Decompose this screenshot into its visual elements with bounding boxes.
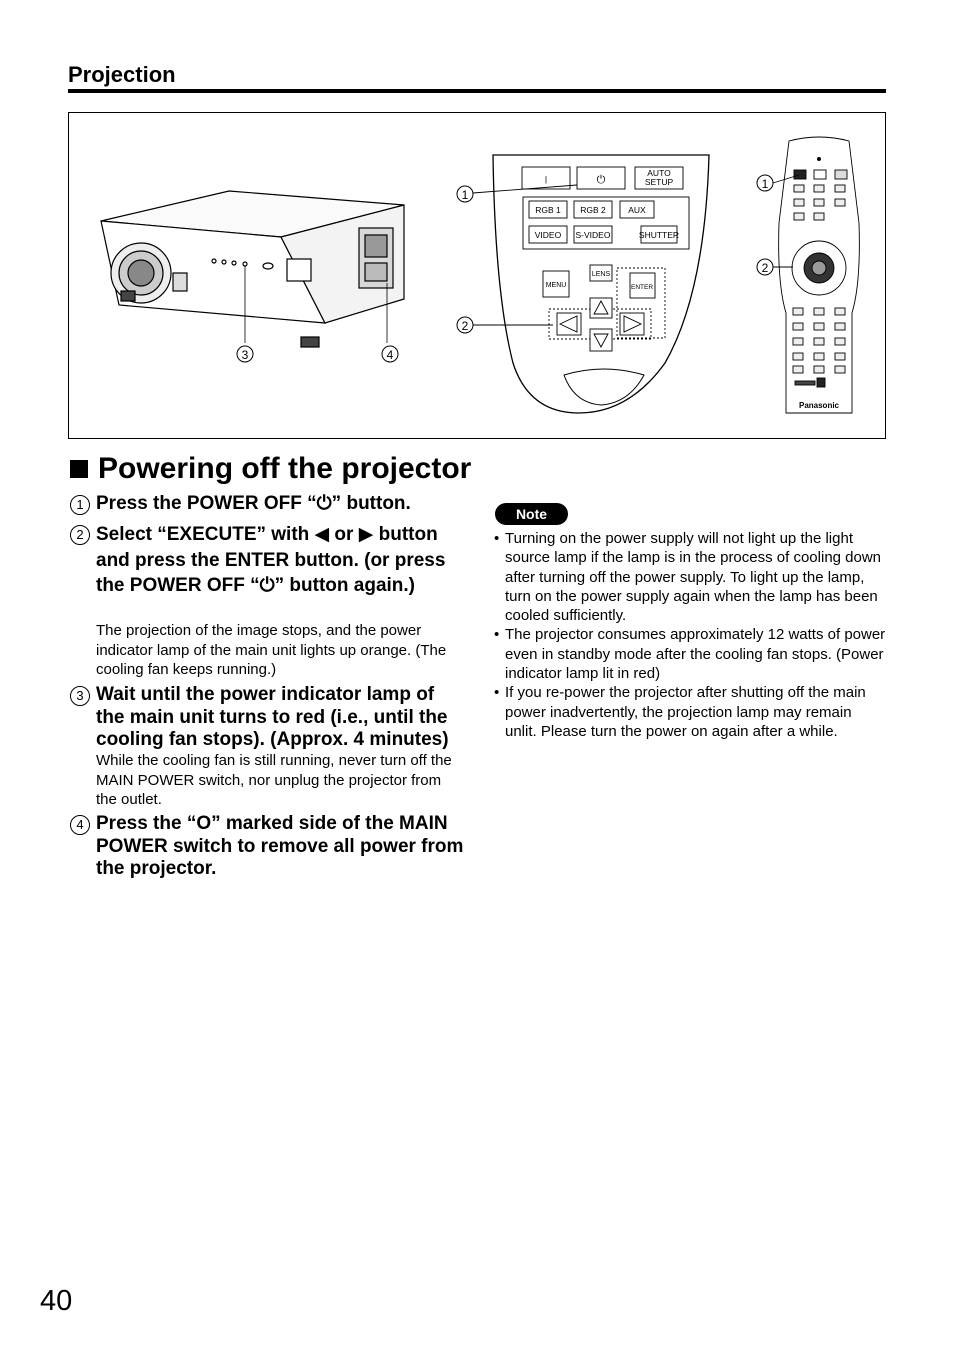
step-2-body: The projection of the image stops, and the power indicator lamp of the main unit lights up orange. (The cooling fan keeps running.) [96,622,447,678]
step-4-title: Press the “O” marked side of the MAIN POWER switch to remove all power from the projector. [96,813,464,879]
callout-2-panel [457,317,473,333]
step-3-title: Wait until the power indicator lamp of the main unit turns to red (i.e., until the cooling fan stops). (Approx. 4 minutes) [96,684,449,750]
svg-text:SHUTTER: SHUTTER [638,230,680,240]
svg-text:LENS: LENS [591,271,611,278]
svg-text:ENTER: ENTER [630,284,654,291]
svg-text:Panasonic: Panasonic [798,401,840,410]
step-1-title: Press the POWER OFF “⏻” button. [96,493,411,514]
page-number: 40 [40,1285,73,1317]
note-item: • If you re-power the projector after shutting off the main power inadvertently, the projection lamp may remain unlit. Please turn the power on again after a while. [494,683,886,741]
note-list [494,529,886,741]
control-panel-drawing [473,155,709,413]
svg-text:S-VIDEO: S-VIDEO [575,230,611,240]
remote-control-drawing [779,137,860,413]
svg-text:3: 3 [241,348,249,362]
svg-text:4: 4 [386,348,394,362]
svg-text:AUTO: AUTO [647,168,671,178]
projector-drawing [101,191,404,347]
svg-text:⏻: ⏻ [596,174,606,186]
svg-text:1: 1 [761,177,769,191]
note-item: • Turning on the power supply will not light up the light source lamp if the lamp is in the process of cooling down after turning off the power supply. To light up the lamp, turn on the power supply again when the lamp has been cooled sufficiently. [494,529,886,625]
step-3-body: While the cooling fan is still running, never turn off the MAIN POWER switch, nor unplug the projector from the outlet. [96,752,452,808]
svg-text:1: 1 [461,188,469,202]
callout-3 [237,346,253,362]
svg-text:2: 2 [461,319,469,333]
svg-text:RGB 1: RGB 1 [535,205,561,215]
step-2-title: Select “EXECUTE” with ◀ or ▶ button and press the ENTER button. (or press the POWER OFF “⏻” button again.) [96,524,446,596]
page-heading [70,452,471,486]
svg-text:MENU: MENU [545,282,567,289]
svg-text:VIDEO: VIDEO [534,230,562,240]
step-1-number: 1 [70,495,90,515]
note-badge: Note [495,503,568,525]
svg-text:SETUP: SETUP [644,177,674,187]
section-divider [68,89,886,93]
figure-illustration [68,112,886,439]
step-4-number: 4 [70,815,90,835]
callout-4 [382,346,398,362]
svg-text:2: 2 [761,261,769,275]
section-title: Projection [68,62,176,87]
callout-1-panel [457,186,473,202]
svg-text:|: | [544,174,548,184]
callout-2-remote [757,259,773,275]
callout-1-remote [757,175,773,191]
svg-text:RGB 2: RGB 2 [580,205,606,215]
note-item: • The projector consumes approximately 12 watts of power even in standby mode after the cooling fan stops. (Power indicator lamp lit in red) [494,625,886,683]
square-bullet-icon [70,460,88,478]
step-3-number: 3 [70,686,90,706]
svg-text:AUX: AUX [628,205,646,215]
heading-text: Powering off the projector [98,452,472,485]
step-2-number: 2 [70,525,90,545]
